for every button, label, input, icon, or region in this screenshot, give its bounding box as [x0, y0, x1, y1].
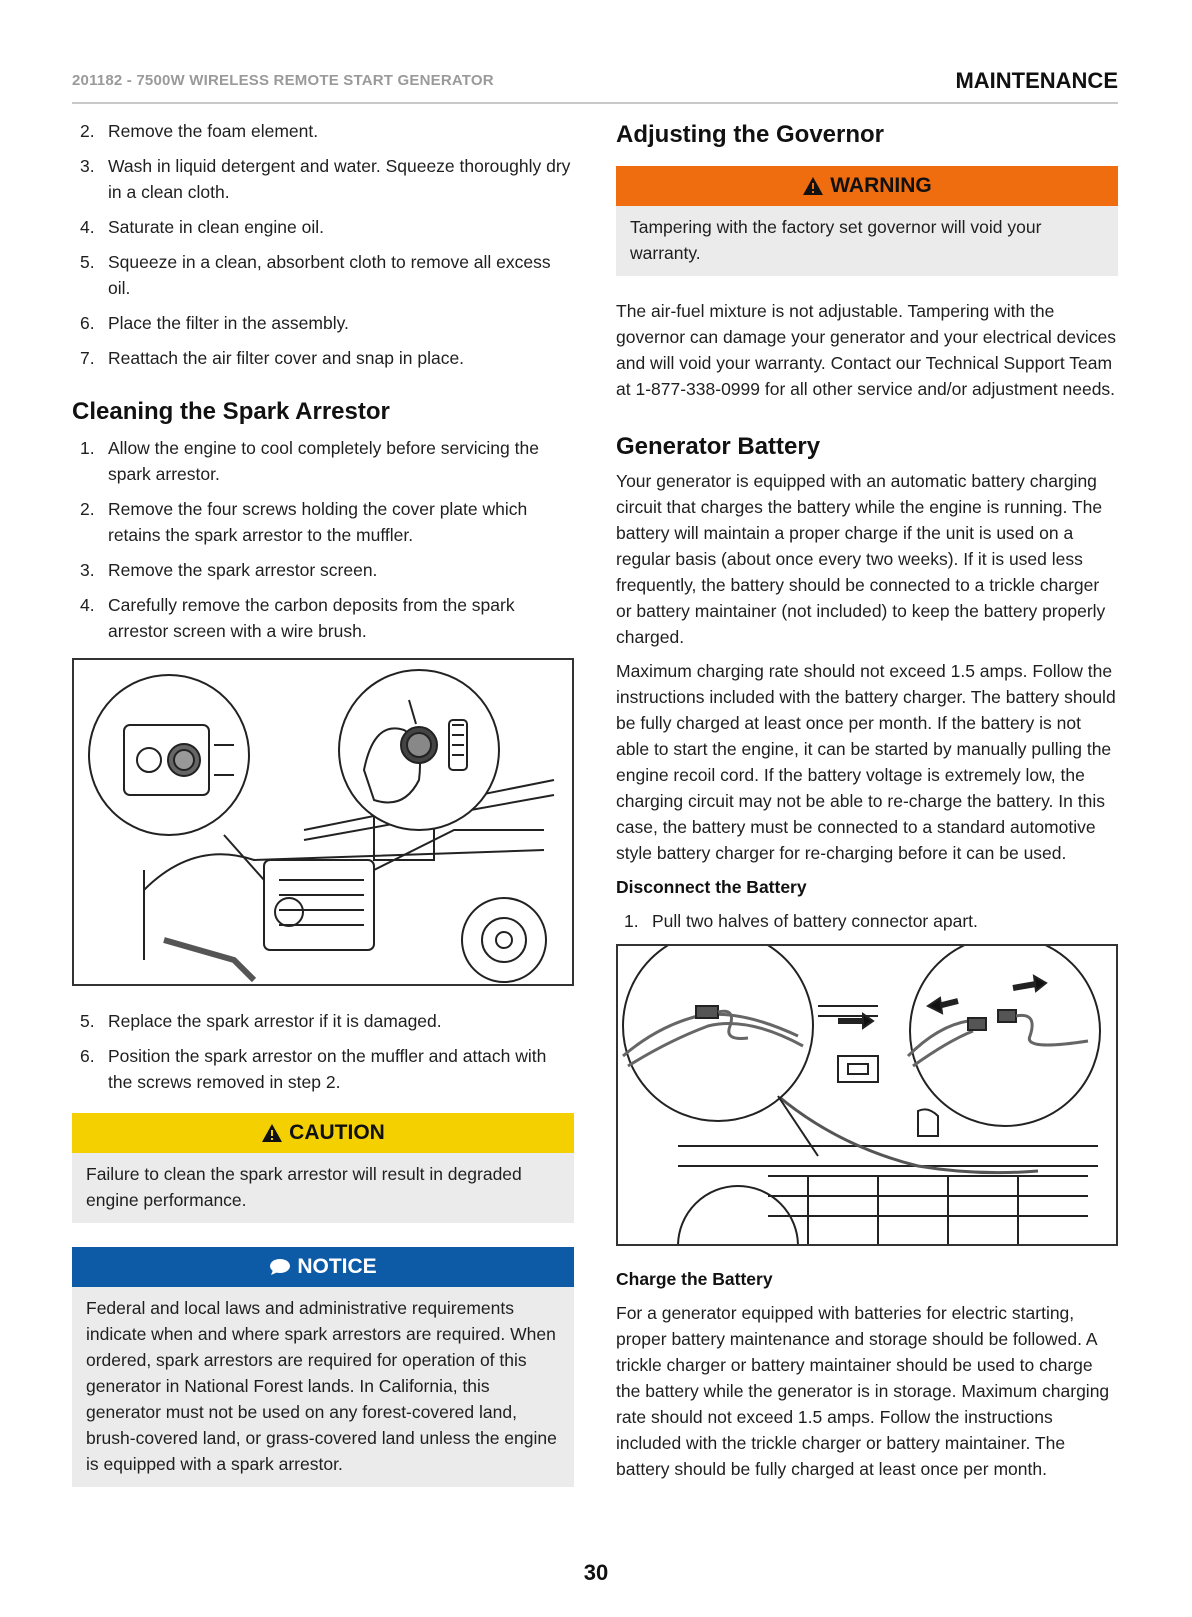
list-item: 4. Carefully remove the carbon deposits from the spark arrestor screen with a wire brush. [80, 595, 515, 641]
right-column [616, 118, 1118, 1482]
charge-paragraph: For a generator equipped with batteries for electric starting, proper battery maintenance and storage should be followed. A trickle charger or battery maintainer should be used to charge the battery while the generator is in storage. Maximum charging rate should not exceed 1.5 amps. Follow the instructions included with the trickle charger or battery maintainer. The battery should be fully charged at least once per month. [616, 1303, 1110, 1479]
spark-arrestor-steps-continued [72, 1008, 574, 1095]
governor-heading: Adjusting the Governor [616, 121, 885, 148]
notice-text: Federal and local laws and administrative requirements indicate when and where spark arrestors are required. When ordered, spark arrestors are required for operation of this generator in National Forest lands. In California, this generator must not be used on any forest-covered land, brush-covered land, or grass-covered land unless the engine is equipped with a spark arrestor. [72, 1287, 574, 1487]
governor-paragraph: The air-fuel mixture is not adjustable. Tampering with the governor can damage your generator and your electrical devices and will void your warranty. Contact our Technical Support Team at 1-877-338-0999 for all other service and/or adjustment needs. [616, 301, 1117, 399]
list-item: 3. Remove the spark arrestor screen. [80, 560, 378, 580]
notice-label: NOTICE [297, 1255, 377, 1278]
caution-header [72, 1113, 574, 1153]
caution-label: CAUTION [289, 1121, 385, 1144]
battery-connector-illustration [616, 944, 1118, 1246]
warning-text: Tampering with the factory set governor will void your warranty. [616, 206, 1118, 276]
warning-triangle-icon [261, 1123, 283, 1143]
list-item: 4. Saturate in clean engine oil. [80, 217, 324, 237]
list-item: 3. Wash in liquid detergent and water. Squeeze thoroughly dry in a clean cloth. [80, 156, 571, 202]
list-item: 6. Place the filter in the assembly. [80, 313, 349, 333]
warning-label: WARNING [830, 174, 932, 197]
list-item: 2. Remove the four screws holding the cover plate which retains the spark arrestor to the muffler. [80, 499, 528, 545]
disconnect-heading: Disconnect the Battery [616, 877, 807, 897]
charge-heading: Charge the Battery [616, 1269, 773, 1289]
notice-header [72, 1247, 574, 1287]
caution-box [72, 1113, 574, 1223]
caution-text: Failure to clean the spark arrestor will result in degraded engine performance. [72, 1153, 574, 1223]
battery-paragraph-1: Your generator is equipped with an automatic battery charging circuit that charges the battery while the engine is running. The battery will maintain a proper charge if the unit is used on a regular basis (about once every two weeks). If it is used less frequently, the battery should be connected to a trickle charger or battery maintainer (not included) to keep the battery properly charged. [616, 471, 1106, 647]
battery-heading: Generator Battery [616, 433, 821, 460]
list-item: 2. Remove the foam element. [80, 121, 319, 141]
left-column [72, 118, 574, 1487]
warning-triangle-icon [802, 176, 824, 196]
battery-paragraph-2: Maximum charging rate should not exceed 1.5 amps. Follow the instructions included with the battery charger. The battery should be fully charged at least once per month. If the battery is not able to start the engine, it can be started by manually pulling the engine recoil cord. If the battery voltage is extremely low, the charging circuit may not be able to re-charge the battery. In this case, the battery must be connected to a standard automotive style battery charger for re-charging before it can be used. [616, 661, 1116, 863]
list-item: 1. Pull two halves of battery connector apart. [624, 911, 978, 931]
spark-arrestor-illustration [72, 658, 574, 986]
speech-bubble-icon [269, 1258, 291, 1276]
document-title: 201182 - 7500W WIRELESS REMOTE START GENERATOR [72, 72, 494, 89]
page-header [72, 68, 1118, 104]
spark-arrestor-steps [72, 435, 574, 644]
list-item: 5. Squeeze in a clean, absorbent cloth to remove all excess oil. [80, 252, 551, 298]
list-item: 7. Reattach the air filter cover and snap in place. [80, 348, 465, 368]
warning-box [616, 166, 1118, 276]
list-item: 1. Allow the engine to cool completely before servicing the spark arrestor. [80, 438, 539, 484]
list-item: 6. Position the spark arrestor on the muffler and attach with the screws removed in step 2. [80, 1046, 547, 1092]
disconnect-steps [616, 908, 1118, 934]
list-item: 5. Replace the spark arrestor if it is damaged. [80, 1011, 442, 1031]
section-title: MAINTENANCE [955, 68, 1118, 93]
spark-arrestor-heading: Cleaning the Spark Arrestor [72, 398, 390, 425]
battery-connector-drawing [618, 946, 1116, 1244]
air-filter-steps [72, 118, 574, 371]
generator-muffler-drawing [74, 660, 572, 984]
warning-header [616, 166, 1118, 206]
notice-box [72, 1247, 574, 1487]
page-number: 30 [583, 1560, 609, 1585]
